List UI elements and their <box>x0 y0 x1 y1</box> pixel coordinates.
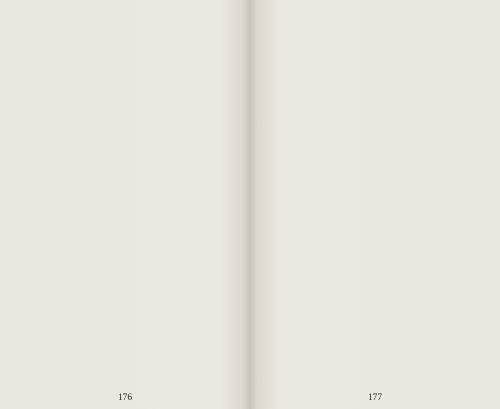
left-page-number: 176 <box>117 393 133 403</box>
left-page-text <box>13 5 241 383</box>
right-page-number: 177 <box>367 393 383 403</box>
right-page <box>250 0 500 409</box>
right-page-text <box>262 5 490 383</box>
